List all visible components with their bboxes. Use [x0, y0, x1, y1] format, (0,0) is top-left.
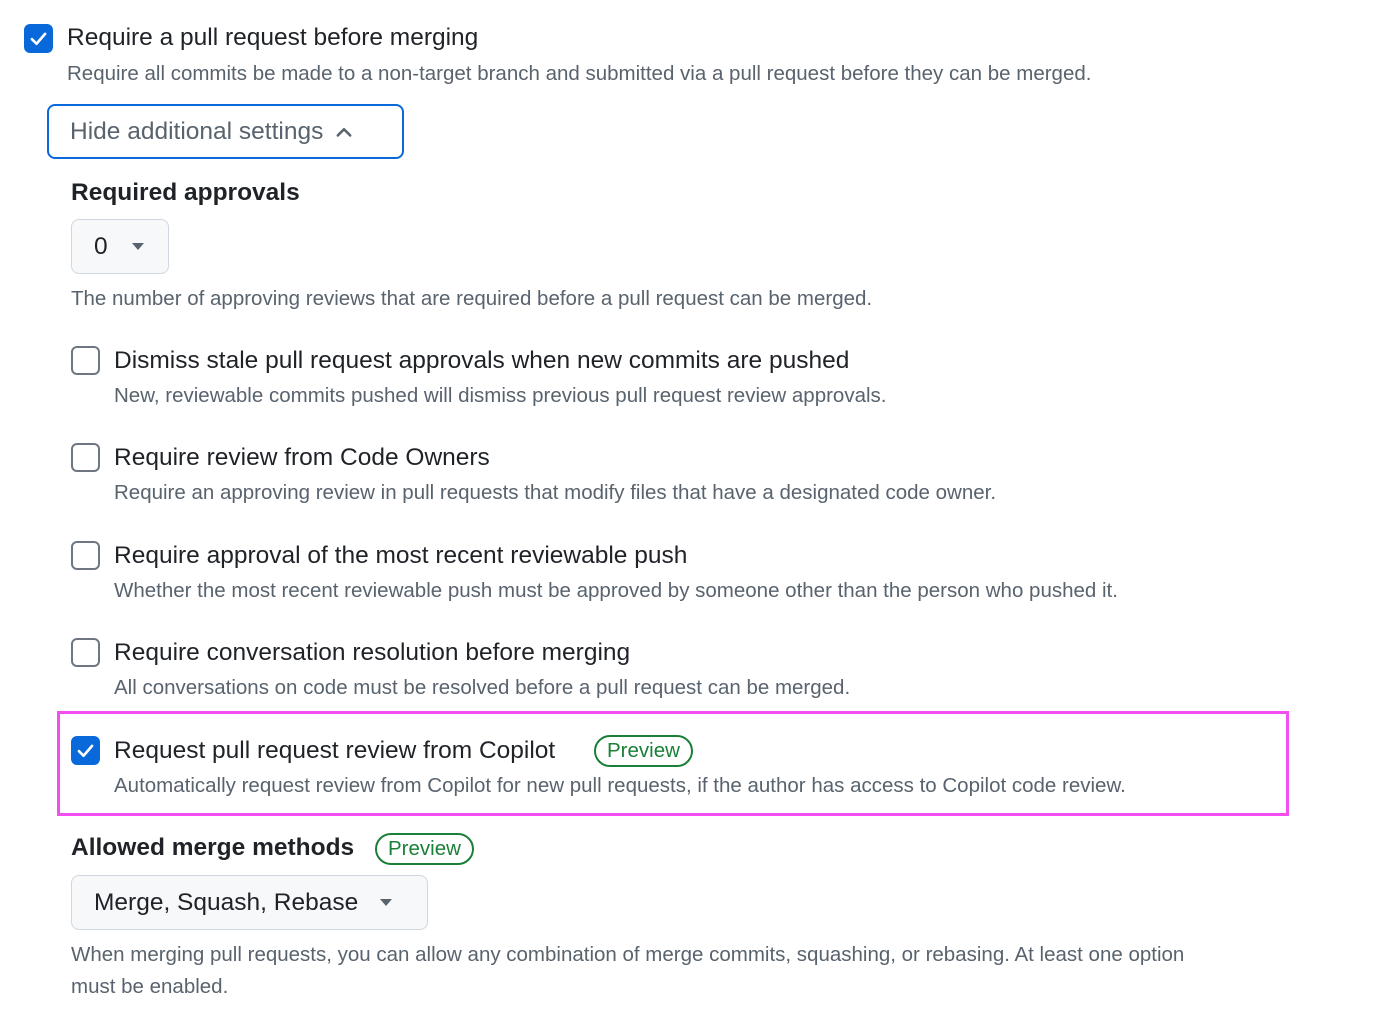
required-approvals-heading: Required approvals — [71, 179, 300, 206]
checkmark-icon — [28, 28, 49, 49]
hide-additional-settings-label: Hide additional settings — [70, 117, 324, 145]
dismiss-stale-checkbox[interactable] — [71, 346, 100, 375]
checkmark-icon — [75, 740, 96, 761]
merge-methods-preview-badge: Preview — [375, 833, 474, 865]
merge-methods-heading: Allowed merge methods — [71, 834, 355, 861]
require-pr-checkbox[interactable] — [24, 24, 53, 53]
caret-down-icon — [380, 899, 392, 906]
hide-additional-settings-button[interactable] — [47, 104, 404, 159]
dismiss-stale-description: New, reviewable commits pushed will dismiss previous pull request review approvals. — [114, 384, 887, 407]
conversation-resolution-checkbox[interactable] — [71, 638, 100, 667]
merge-methods-select[interactable] — [71, 875, 428, 930]
required-approvals-description: The number of approving reviews that are required before a pull request can be merged. — [71, 287, 873, 310]
merge-methods-description-line1: When merging pull requests, you can allow any combination of merge commits, squashing, or rebasing. At least one option — [71, 943, 1185, 966]
code-owners-title[interactable]: Require review from Code Owners — [114, 444, 490, 471]
merge-methods-description-line2: must be enabled. — [71, 975, 229, 998]
code-owners-description: Require an approving review in pull requests that modify files that have a designated code owner. — [114, 481, 997, 504]
dismiss-stale-title[interactable]: Dismiss stale pull request approvals when new commits are pushed — [114, 347, 850, 374]
copilot-preview-badge: Preview — [594, 735, 693, 767]
conversation-resolution-description: All conversations on code must be resolved before a pull request can be merged. — [114, 676, 851, 699]
copilot-review-description: Automatically request review from Copilot for new pull requests, if the author has access to Copilot code review. — [114, 774, 1126, 797]
merge-methods-value: Merge, Squash, Rebase — [94, 888, 359, 916]
required-approvals-value: 0 — [94, 232, 108, 260]
recent-push-title[interactable]: Require approval of the most recent reviewable push — [114, 542, 688, 569]
recent-push-checkbox[interactable] — [71, 541, 100, 570]
recent-push-description: Whether the most recent reviewable push must be approved by someone other than the person who pushed it. — [114, 579, 1118, 602]
require-pr-title[interactable]: Require a pull request before merging — [67, 24, 479, 51]
chevron-up-icon — [333, 121, 355, 143]
require-pr-description: Require all commits be made to a non-target branch and submitted via a pull request before they can be merged. — [67, 62, 1092, 85]
caret-down-icon — [132, 243, 144, 250]
conversation-resolution-title[interactable]: Require conversation resolution before merging — [114, 639, 631, 666]
copilot-review-title[interactable]: Request pull request review from Copilot — [114, 737, 556, 764]
copilot-review-checkbox[interactable] — [71, 736, 100, 765]
required-approvals-select[interactable] — [71, 219, 169, 274]
code-owners-checkbox[interactable] — [71, 443, 100, 472]
